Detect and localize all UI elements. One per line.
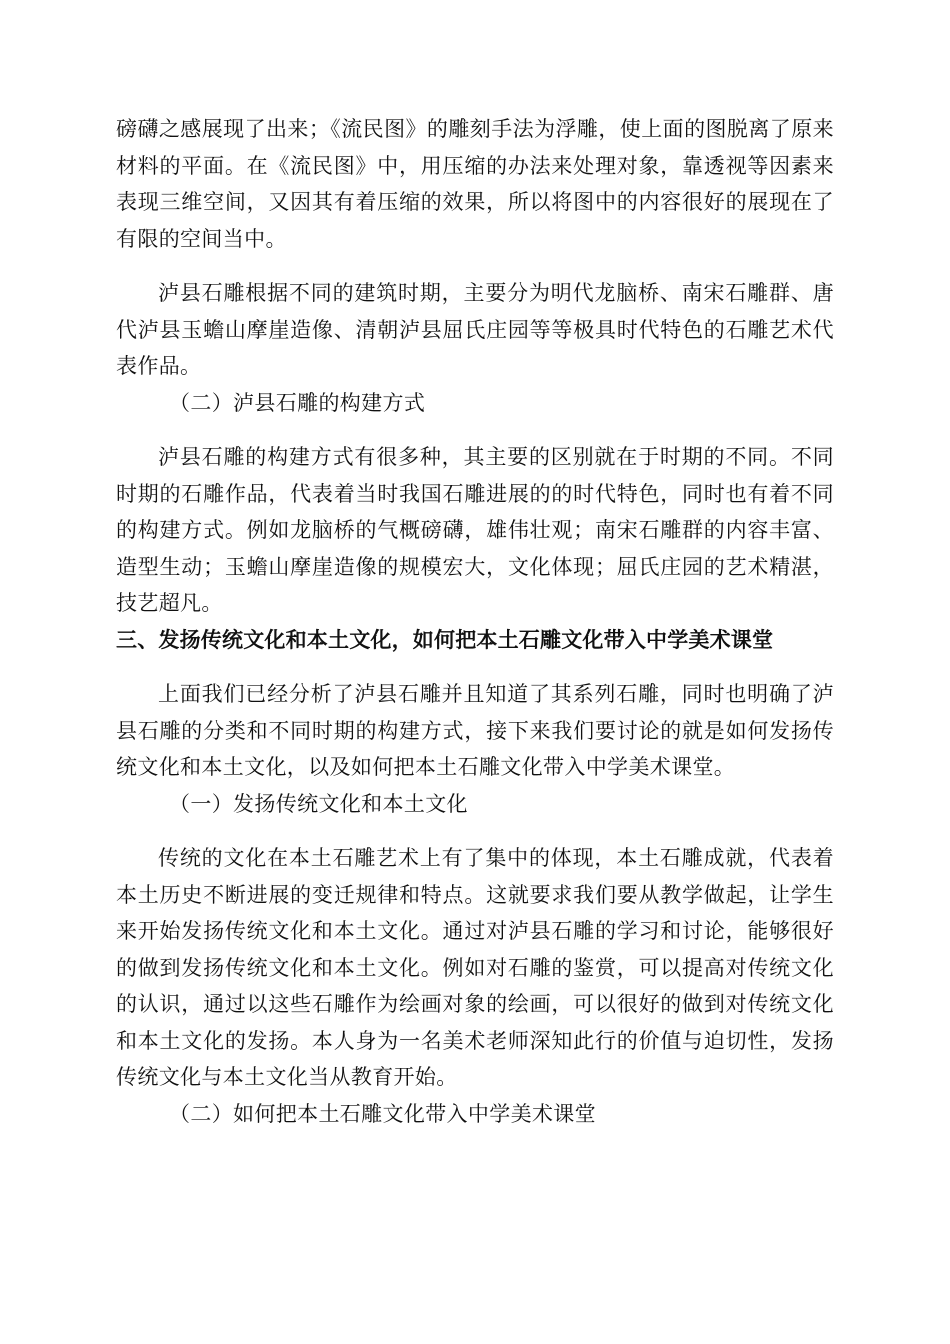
paragraph-promote-culture: 传统的文化在本土石雕艺术上有了集中的体现，本土石雕成就，代表着本土历史不断进展的变迁规律和特点。这就要求我们要从教学做起，让学生来开始发扬传统文化和本土文化。通过对泸县石雕的学习和讨论，能够很好的做到发扬传统文化和本土文化。例如对石雕的鉴赏，可以提高对传统文化的认识，通过以这些石雕作为绘画对象的绘画，可以很好的做到对传统文化和本土文化的发扬。本人身为一名美术老师深知此行的价值与迫切性，发扬传统文化与本土文化当从教育开始。: [116, 846, 834, 1089]
subheading-into-classroom: （二）如何把本土石雕文化带入中学美术课堂: [169, 1101, 596, 1126]
document-page: [116, 111, 834, 1132]
paragraph-section-three-intro: 上面我们已经分析了泸县石雕并且知道了其系列石雕，同时也明确了泸县石雕的分类和不同时期的构建方式，接下来我们要讨论的就是如何发扬传统文化和本土文化，以及如何把本土石雕文化带入中学美术课堂。: [116, 682, 834, 779]
paragraph-stone-carving-periods: 泸县石雕根据不同的建筑时期，主要分为明代龙脑桥、南宋石雕群、唐代泸县玉蟾山摩崖造像、清朝泸县屈氏庄园等等极具时代特色的石雕艺术代表作品。: [116, 281, 834, 378]
subheading-construction-methods: （二）泸县石雕的构建方式: [169, 390, 426, 415]
subheading-promote-culture: （一）发扬传统文化和本土文化: [169, 791, 468, 816]
paragraph-liumintu: 磅礴之感展现了出来；《流民图》的雕刻手法为浮雕，使上面的图脱离了原来材料的平面。在《流民图》中，用压缩的办法来处理对象，靠透视等因素来表现三维空间，又因其有着压缩的效果，所以将图中的内容很好的展现在了有限的空间当中。: [116, 117, 834, 251]
paragraph-construction-methods: 泸县石雕的构建方式有很多种，其主要的区别就在于时期的不同。不同时期的石雕作品，代表着当时我国石雕进展的的时代特色，同时也有着不同的构建方式。例如龙脑桥的气概磅礴，雄伟壮观；南宋石雕群的内容丰富、造型生动；玉蟾山摩崖造像的规模宏大，文化体现；屈氏庄园的艺术精湛，技艺超凡。: [116, 445, 834, 615]
section-heading-three: 三、发扬传统文化和本土文化，如何把本土石雕文化带入中学美术课堂: [116, 627, 774, 652]
